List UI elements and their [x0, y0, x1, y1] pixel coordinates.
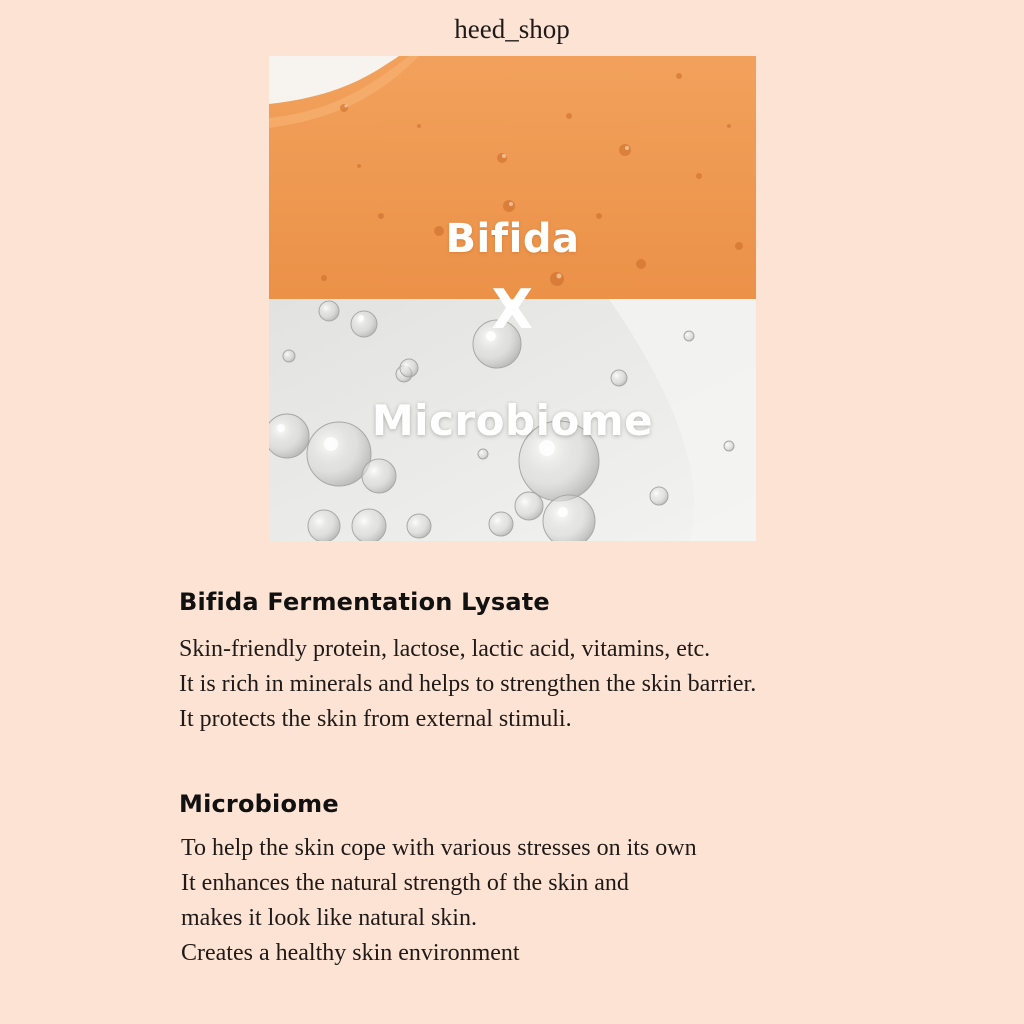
body-line: makes it look like natural skin.	[181, 905, 477, 931]
body-line: It protects the skin from external stimuli.	[179, 706, 572, 732]
section-body-microbiome	[181, 831, 697, 971]
hero-word-bifida: Bifida	[445, 216, 580, 262]
body-line: Creates a healthy skin environment	[181, 940, 520, 966]
hero-connector-x: X	[491, 278, 534, 341]
body-line: It enhances the natural strength of the skin and	[181, 870, 629, 896]
section-heading-bifida: Bifida Fermentation Lysate	[179, 588, 550, 616]
hero-image	[269, 56, 756, 541]
body-line: Skin-friendly protein, lactose, lactic acid, vitamins, etc.	[179, 636, 711, 662]
hero-word-microbiome: Microbiome	[371, 396, 654, 445]
section-body-bifida	[179, 632, 756, 737]
section-heading-microbiome: Microbiome	[179, 790, 339, 818]
body-line: It is rich in minerals and helps to strengthen the skin barrier.	[179, 671, 757, 697]
shop-name: heed_shop	[454, 14, 570, 44]
body-line: To help the skin cope with various stresses on its own	[181, 835, 697, 861]
